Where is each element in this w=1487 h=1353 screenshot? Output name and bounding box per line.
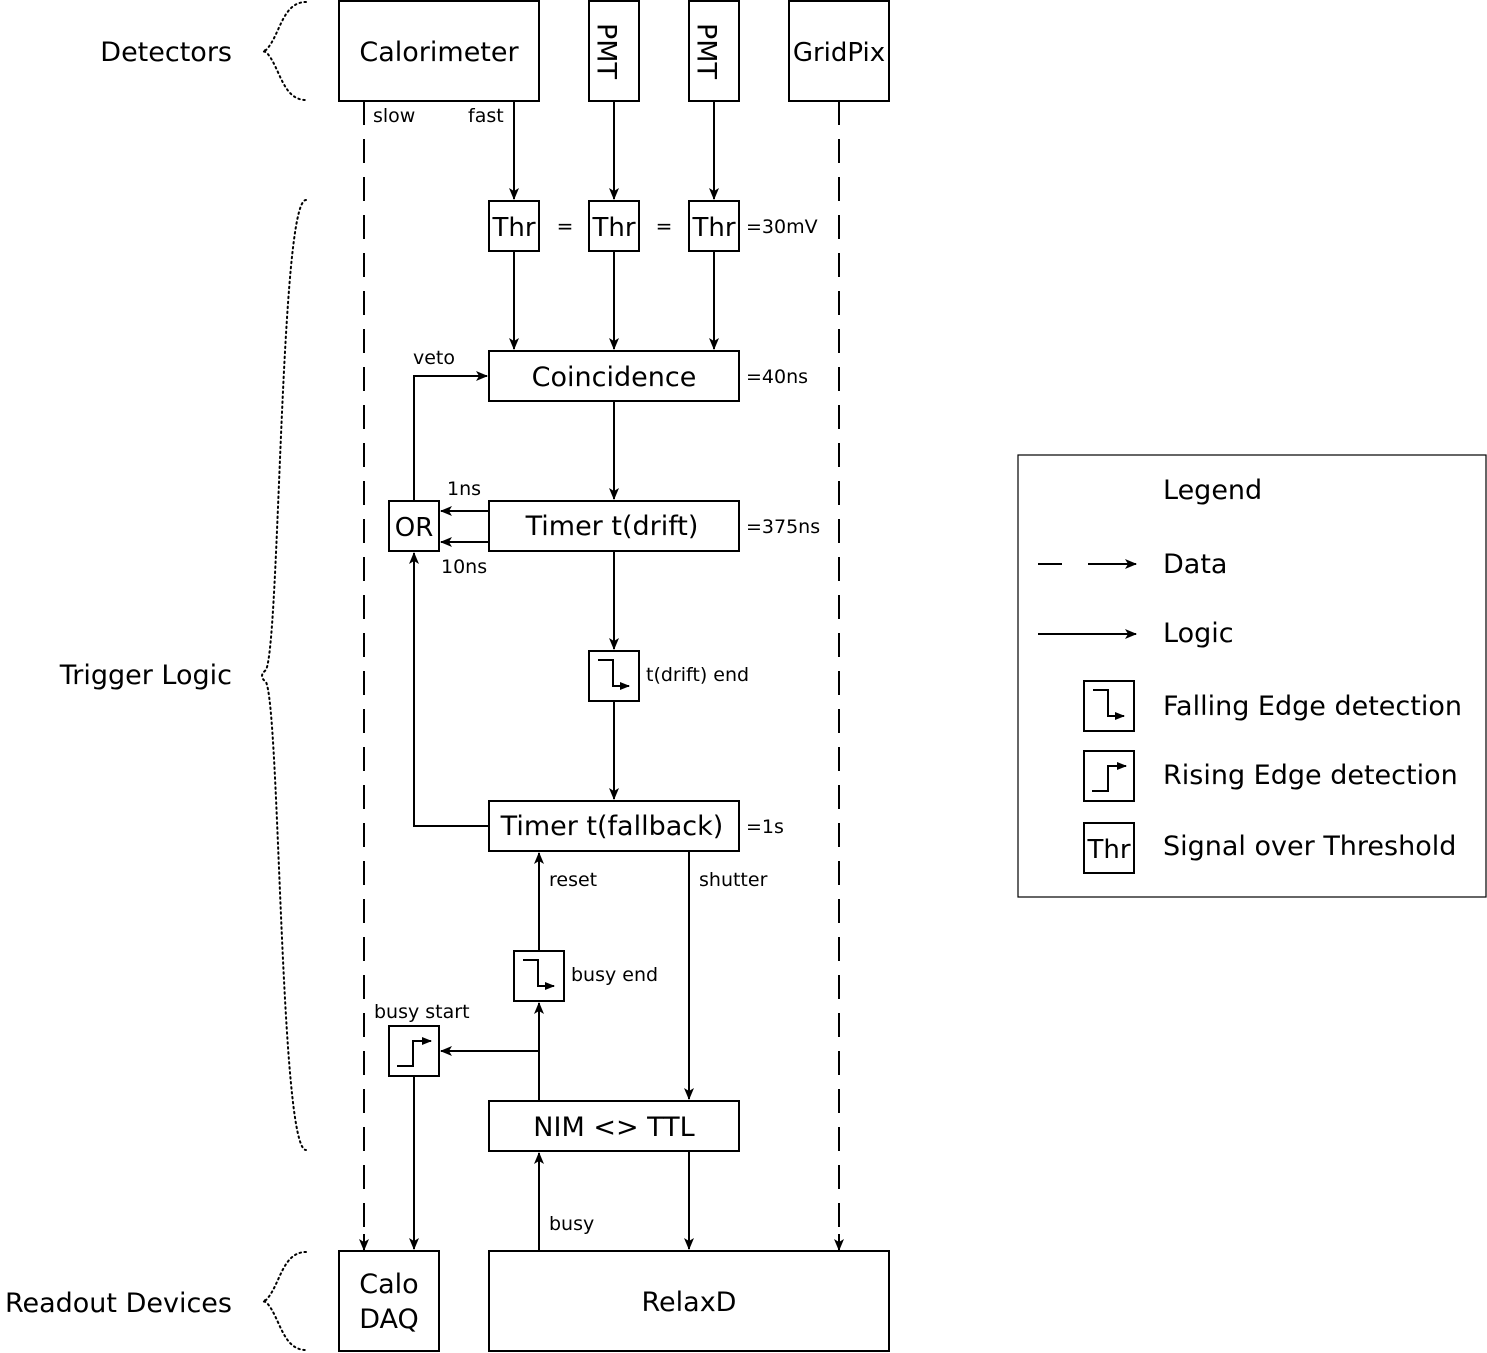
legend bbox=[1018, 455, 1486, 897]
pmt-1-label: PMT bbox=[590, 22, 622, 80]
legend-threshold-label: Signal over Threshold bbox=[1163, 831, 1457, 862]
or-1ns-label: 1ns bbox=[447, 478, 482, 500]
legend-threshold-icon-label: Thr bbox=[1087, 835, 1131, 865]
thr-2-label: Thr bbox=[592, 213, 636, 243]
thr-box-2 bbox=[589, 201, 639, 251]
or-gate-label: OR bbox=[394, 513, 434, 543]
shutter-label: shutter bbox=[699, 869, 768, 891]
detectors-brace bbox=[263, 2, 306, 100]
readout-devices-label: Readout Devices bbox=[4, 1288, 232, 1319]
coincidence-box bbox=[489, 351, 739, 401]
legend-title: Legend bbox=[1163, 475, 1263, 506]
trigger-logic-brace bbox=[262, 200, 306, 1150]
timer-fallback-value: =1s bbox=[746, 816, 784, 838]
timer-drift-box bbox=[489, 501, 739, 551]
fast-label: fast bbox=[468, 105, 504, 127]
pmt-2-box bbox=[689, 1, 739, 101]
or-gate-box bbox=[389, 501, 439, 551]
legend-rising-edge-icon bbox=[1084, 751, 1134, 801]
legend-logic-label: Logic bbox=[1163, 618, 1234, 649]
calorimeter-label: Calorimeter bbox=[359, 37, 519, 68]
pmt-2-label: PMT bbox=[690, 22, 722, 80]
legend-rising-edge-label: Rising Edge detection bbox=[1163, 760, 1458, 791]
calorimeter-box bbox=[339, 1, 539, 101]
thr-1-label: Thr bbox=[492, 213, 536, 243]
group-trigger-logic bbox=[59, 200, 306, 1150]
thr-equal-2: = bbox=[655, 214, 673, 238]
readout-devices-brace bbox=[263, 1252, 306, 1350]
slow-label: slow bbox=[373, 105, 416, 127]
nim-ttl-label: NIM <> TTL bbox=[533, 1112, 695, 1143]
or-10ns-label: 10ns bbox=[441, 556, 488, 578]
relaxd-label: RelaxD bbox=[641, 1287, 737, 1318]
legend-data-label: Data bbox=[1163, 549, 1228, 580]
timer-drift-value: =375ns bbox=[746, 516, 821, 538]
fallback-to-or-arrow bbox=[414, 553, 489, 826]
busy-end-falling-edge-icon bbox=[514, 951, 564, 1001]
coincidence-value: =40ns bbox=[746, 366, 809, 388]
busy-end-label: busy end bbox=[571, 964, 659, 986]
drift-end-falling-edge-icon bbox=[589, 651, 639, 701]
legend-falling-edge-icon bbox=[1084, 681, 1134, 731]
group-detectors bbox=[100, 2, 306, 100]
nim-ttl-box bbox=[489, 1101, 739, 1151]
gridpix-label: GridPix bbox=[792, 38, 886, 68]
busy-start-label: busy start bbox=[374, 1001, 470, 1023]
group-readout-devices bbox=[5, 1252, 306, 1350]
thr-value: =30mV bbox=[746, 216, 818, 238]
trigger-logic-label: Trigger Logic bbox=[59, 660, 232, 691]
thr-3-label: Thr bbox=[692, 213, 736, 243]
gridpix-box bbox=[789, 1, 889, 101]
thr-box-3 bbox=[689, 201, 739, 251]
veto-label: veto bbox=[413, 347, 456, 369]
timer-drift-label: Timer t(drift) bbox=[525, 511, 699, 542]
calo-daq-box bbox=[339, 1251, 439, 1351]
busy-start-rising-edge-icon bbox=[389, 1026, 439, 1076]
reset-label: reset bbox=[549, 869, 598, 891]
thr-box-1 bbox=[489, 201, 539, 251]
timer-fallback-box bbox=[489, 801, 739, 851]
busy-label: busy bbox=[549, 1213, 595, 1235]
legend-falling-edge-label: Falling Edge detection bbox=[1163, 691, 1462, 722]
pmt-1-box bbox=[589, 1, 639, 101]
relaxd-box bbox=[489, 1251, 889, 1351]
detectors-label: Detectors bbox=[100, 37, 232, 68]
legend-threshold-icon bbox=[1084, 823, 1134, 873]
thr-equal-1: = bbox=[556, 214, 574, 238]
coincidence-label: Coincidence bbox=[531, 362, 697, 393]
calo-daq-line1: Calo bbox=[359, 1269, 419, 1300]
timer-fallback-label: Timer t(fallback) bbox=[500, 811, 724, 842]
calo-daq-line2: DAQ bbox=[359, 1304, 419, 1335]
drift-end-label: t(drift) end bbox=[646, 664, 750, 686]
